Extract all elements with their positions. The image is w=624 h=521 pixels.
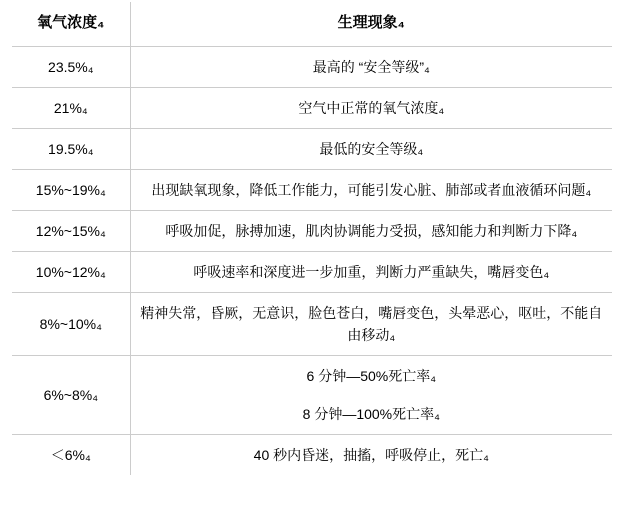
cell-effect xyxy=(130,252,612,293)
cell-concentration: 23.5%₄ xyxy=(12,47,130,88)
cell-concentration: 19.5%₄ xyxy=(12,129,130,170)
effect-line: 8 分钟—100%死亡率₄ xyxy=(302,406,440,422)
table-row xyxy=(12,88,612,129)
table-header xyxy=(12,2,612,47)
effect-line: 最低的安全等级₄ xyxy=(319,141,424,157)
cell-concentration: 12%~15%₄ xyxy=(12,211,130,252)
cell-concentration: 15%~19%₄ xyxy=(12,170,130,211)
table-row xyxy=(12,435,612,476)
cell-effect xyxy=(130,356,612,435)
column-header-effect: 生理现象₄ xyxy=(130,2,612,47)
cell-effect xyxy=(130,211,612,252)
cell-effect xyxy=(130,47,612,88)
cell-effect xyxy=(130,435,612,476)
cell-concentration: 10%~12%₄ xyxy=(12,252,130,293)
effect-line: 呼吸速率和深度进一步加重，判断力严重缺失，嘴唇变色₄ xyxy=(193,264,550,280)
cell-concentration: 6%~8%₄ xyxy=(12,356,130,435)
cell-effect xyxy=(130,170,612,211)
effect-line: 40 秒内昏迷，抽搐，呼吸停止，死亡₄ xyxy=(253,447,489,463)
cell-concentration: 8%~10%₄ xyxy=(12,293,130,356)
cell-concentration: 21%₄ xyxy=(12,88,130,129)
cell-effect xyxy=(130,88,612,129)
table-body xyxy=(12,47,612,476)
oxygen-concentration-table xyxy=(12,2,612,475)
table-header-row xyxy=(12,2,612,47)
effect-line: 6 分钟—50%死亡率₄ xyxy=(306,368,436,384)
cell-concentration: ＜6%₄ xyxy=(12,435,130,476)
document-body xyxy=(0,2,624,521)
table-row xyxy=(12,293,612,356)
effect-line: 出现缺氧现象，降低工作能力，可能引发心脏、肺部或者血液循环问题₄ xyxy=(151,182,592,198)
column-header-concentration: 氧气浓度₄ xyxy=(12,2,130,47)
table-row xyxy=(12,170,612,211)
table-row xyxy=(12,356,612,435)
table-row xyxy=(12,211,612,252)
effect-line: 最高的 “安全等级”₄ xyxy=(312,59,430,75)
effect-line: 空气中正常的氧气浓度₄ xyxy=(298,100,445,116)
table-row xyxy=(12,129,612,170)
effect-line: 精神失常，昏厥，无意识，脸色苍白，嘴唇变色，头晕恶心，呕吐，不能自由移动₄ xyxy=(140,305,603,343)
effect-line: 呼吸加促，脉搏加速，肌肉协调能力受损，感知能力和判断力下降₄ xyxy=(165,223,578,239)
cell-effect xyxy=(130,129,612,170)
table-row xyxy=(12,252,612,293)
cell-effect xyxy=(130,293,612,356)
table-row xyxy=(12,47,612,88)
